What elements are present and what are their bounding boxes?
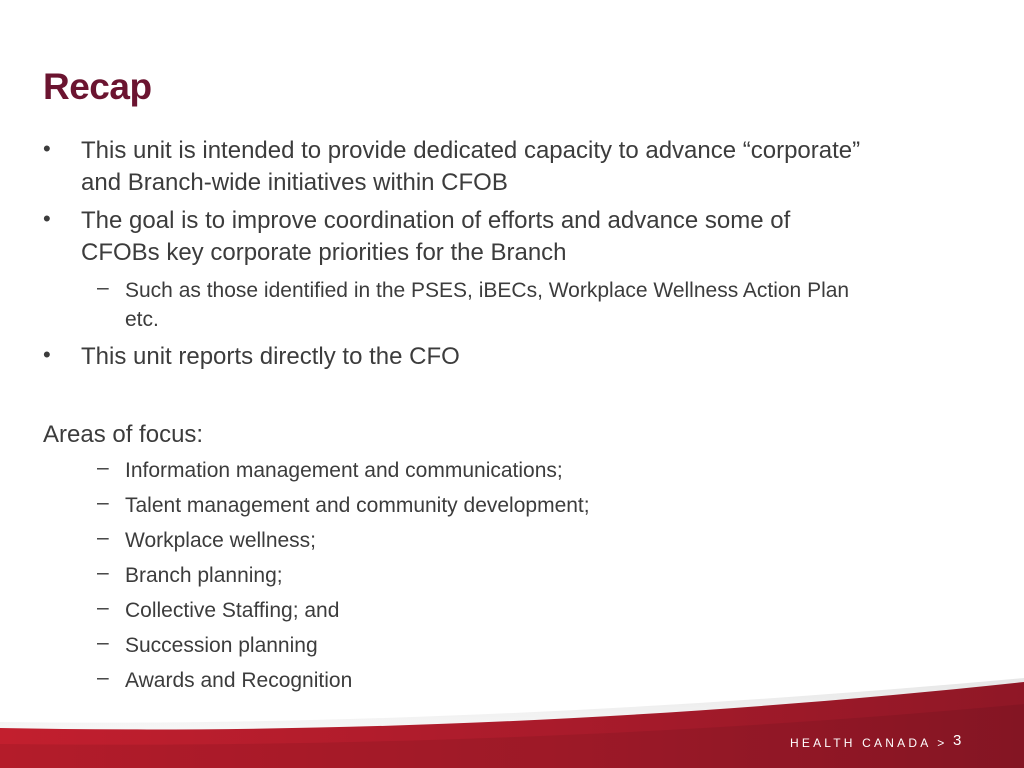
slide-title: Recap — [43, 66, 152, 107]
sub-bullet-text: Such as those identified in the PSES, iBECs, Workplace Wellness Action Plan — [125, 279, 850, 302]
area-item: Talent management and community development; — [125, 494, 590, 517]
bullet-text: and Branch-wide initiatives within CFOB — [81, 169, 508, 196]
bullet-marker: • — [43, 342, 51, 367]
area-marker: – — [97, 456, 109, 479]
area-marker: – — [97, 666, 109, 689]
area-item: Collective Staffing; and — [125, 599, 340, 622]
area-item: Awards and Recognition — [125, 669, 353, 692]
sub-bullet-marker: – — [97, 276, 109, 299]
area-marker: – — [97, 491, 109, 514]
area-item: Information management and communications; — [125, 459, 563, 482]
bullet-text: The goal is to improve coordination of efforts and advance some of — [81, 207, 791, 234]
footer-org-label: HEALTH CANADA > — [790, 736, 948, 750]
bullet-text: This unit is intended to provide dedicated capacity to advance “corporate” — [81, 137, 861, 164]
bullet-text: This unit reports directly to the CFO — [81, 343, 460, 370]
area-marker: – — [97, 526, 109, 549]
bullet-marker: • — [43, 206, 51, 231]
area-marker: – — [97, 596, 109, 619]
bullet-text: CFOBs key corporate priorities for the Branch — [81, 239, 567, 266]
sub-bullet-text: etc. — [125, 308, 159, 331]
area-marker: – — [97, 561, 109, 584]
bullet-marker: • — [43, 136, 51, 161]
area-item: Branch planning; — [125, 564, 283, 587]
footer-band — [0, 660, 1024, 768]
page-number: 3 — [953, 732, 962, 749]
area-item: Workplace wellness; — [125, 529, 317, 552]
area-marker: – — [97, 631, 109, 654]
areas-heading: Areas of focus: — [43, 421, 204, 448]
area-item: Succession planning — [125, 634, 318, 657]
